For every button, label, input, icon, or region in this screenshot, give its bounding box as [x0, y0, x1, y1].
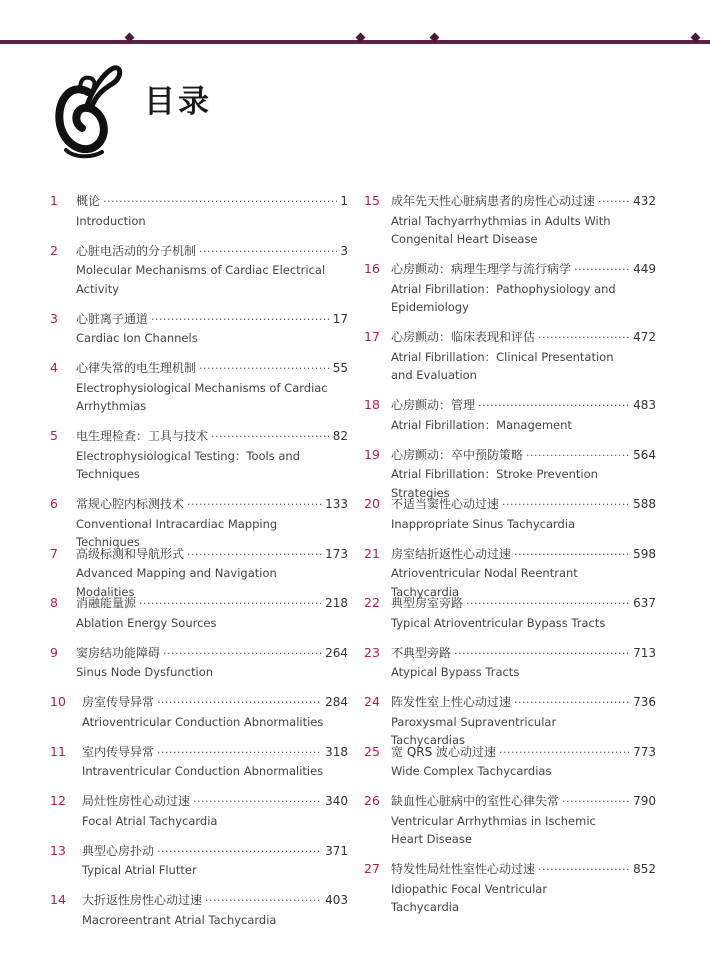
toc-leader-dots — [514, 546, 630, 565]
toc-leader-dots — [157, 694, 322, 713]
toc-entry-number: 26 — [364, 793, 380, 808]
toc-entry-title-en: Focal Atrial Tachycardia — [82, 813, 218, 828]
toc-leader-dots — [478, 397, 630, 416]
toc-entry-page: 1 — [340, 194, 348, 208]
toc-entry-title-zh: 常规心腔内标测技术 — [76, 497, 185, 511]
toc-leader-dots — [538, 861, 630, 880]
toc-entry-number: 15 — [364, 193, 380, 208]
toc-entry-number: 17 — [364, 329, 380, 344]
toc-entry[interactable] — [50, 743, 348, 781]
toc-entry-page: 318 — [325, 744, 348, 759]
toc-entry-page: 483 — [633, 398, 656, 412]
toc-entry-title-en: Intraventricular Conduction Abnormalities — [82, 764, 324, 778]
toc-entry-title-zh: 心脏电活动的分子机制 — [76, 243, 197, 258]
toc-entry-number: 21 — [364, 545, 380, 561]
toc-entry[interactable] — [364, 495, 656, 533]
toc-entry-page: 773 — [633, 744, 656, 759]
toc-leader-dots — [514, 694, 630, 713]
toc-entry-title-zh: 局灶性房性心动过速 — [82, 794, 191, 808]
toc-entry-page: 173 — [325, 546, 348, 561]
toc-leader-dots — [157, 843, 322, 862]
toc-entry-page: 403 — [325, 893, 348, 907]
toc-entry[interactable] — [50, 192, 348, 230]
toc-leader-dots — [502, 496, 630, 515]
toc-entry-title-en: Electrophysiological Testing：Tools and Techniques — [76, 448, 300, 481]
toc-entry-title-en: Advanced Mapping and Navigation Modalities — [76, 566, 277, 599]
toc-entry-title-en: Macroreentrant Atrial Tachycardia — [82, 912, 277, 927]
toc-entry-title-zh: 房室结折返性心动过速 — [391, 546, 512, 561]
toc-entry[interactable] — [364, 446, 656, 503]
toc-entry-title-zh: 消融能量源 — [76, 596, 137, 610]
toc-entry-page: 3 — [340, 243, 348, 258]
toc-entry[interactable] — [50, 693, 348, 731]
toc-entry-page: 449 — [633, 262, 656, 276]
toc-entry-title-zh: 心脏离子通道 — [76, 311, 149, 326]
toc-leader-dots — [199, 243, 337, 262]
toc-entry-title-en: Atrial Fibrillation：Clinical Presentation and Evaluation — [391, 349, 614, 382]
toc-entry-number: 16 — [364, 261, 380, 276]
toc-leader-dots — [574, 261, 630, 280]
toc-entry-title-en: Atrioventricular Conduction Abnormalities — [82, 714, 324, 729]
toc-entry-page: 472 — [633, 330, 656, 344]
toc-entry-title-en: Atrial Tachyarrhythmias in Adults With Congenital Heart Disease — [391, 213, 611, 246]
toc-entry-title-zh: 宽 QRS 波心动过速 — [391, 744, 497, 759]
toc-entry-number: 11 — [50, 743, 66, 759]
toc-entry-page: 82 — [332, 429, 348, 443]
toc-entry-title-zh: 不适当窦性心动过速 — [391, 497, 500, 511]
toc-entry-number: 25 — [364, 743, 380, 759]
toc-entry-title-en: Atypical Bypass Tracts — [391, 665, 520, 679]
toc-entry[interactable] — [50, 545, 348, 602]
toc-entry-title-zh: 心房颤动：临床表现和评估 — [391, 330, 536, 344]
toc-entry-number: 3 — [50, 310, 58, 326]
toc-entry[interactable] — [364, 396, 656, 434]
toc-leader-dots — [562, 793, 630, 812]
toc-entry-title-zh: 心房颤动：管理 — [391, 398, 476, 412]
toc-entry-title-en: Inappropriate Sinus Tachycardia — [391, 516, 576, 531]
toc-entry[interactable] — [364, 594, 656, 632]
toc-entry-number: 1 — [50, 193, 58, 208]
toc-entry-title-zh: 高级标测和导航形式 — [76, 546, 185, 561]
toc-entry-title-en: Idiopathic Focal Ventricular Tachycardia — [391, 881, 548, 914]
toc-leader-dots — [199, 360, 330, 379]
toc-entry-title-en: Typical Atrioventricular Bypass Tracts — [391, 615, 606, 630]
toc-entry-title-zh: 阵发性室上性心动过速 — [391, 695, 512, 709]
toc-leader-dots — [187, 496, 322, 515]
toc-leader-dots — [205, 892, 322, 911]
toc-entry-page: 218 — [325, 596, 348, 610]
toc-entry-number: 20 — [364, 496, 380, 511]
toc-entry-page: 790 — [633, 794, 656, 808]
toc-entry[interactable] — [364, 693, 656, 750]
toc-leader-dots — [187, 546, 322, 565]
calligraphic-emblem-icon — [52, 62, 124, 160]
toc-entry-title-zh: 室内传导异常 — [82, 744, 155, 759]
toc-entry-title-en: Atrial Fibrillation：Management — [391, 417, 572, 432]
toc-entry-number: 5 — [50, 428, 58, 443]
toc-entry-number: 18 — [364, 397, 380, 412]
toc-leader-dots — [538, 329, 630, 348]
toc-entry-number: 24 — [364, 694, 380, 709]
toc-entry-title-en: Introduction — [76, 213, 146, 228]
toc-entry-number: 19 — [364, 446, 380, 462]
toc-entry-page: 340 — [325, 794, 348, 808]
toc-entry-number: 22 — [364, 595, 380, 610]
toc-entry-page: 133 — [325, 497, 348, 511]
toc-entry-page: 598 — [633, 546, 656, 561]
toc-entry-page: 564 — [633, 447, 656, 462]
page-title: 目录 — [144, 84, 212, 120]
toc-entry[interactable] — [50, 842, 348, 880]
toc-entry[interactable] — [50, 427, 348, 484]
toc-entry-title-zh: 房室传导异常 — [82, 695, 155, 709]
toc-leader-dots — [466, 595, 630, 614]
toc-entry-page: 637 — [633, 596, 656, 610]
toc-entry-number: 23 — [364, 644, 380, 660]
toc-entry-title-en: Typical Atrial Flutter — [82, 863, 197, 877]
toc-entry-title-en: Cardiac Ion Channels — [76, 331, 198, 345]
toc-entry-title-en: Ventricular Arrhythmias in Ischemic Heart Disease — [391, 813, 596, 846]
toc-entry-number: 8 — [50, 595, 58, 610]
toc-entry[interactable] — [364, 192, 656, 249]
toc-entry[interactable] — [50, 891, 348, 929]
toc-entry-page: 264 — [325, 645, 348, 660]
toc-entry-page: 713 — [633, 645, 656, 660]
toc-entry-title-zh: 心房颤动：卒中预防策略 — [391, 447, 524, 462]
toc-entry-number: 2 — [50, 242, 58, 258]
toc-entry-title-zh: 典型房室旁路 — [391, 596, 464, 610]
toc-entry-title-en: Molecular Mechanisms of Cardiac Electrical Activity — [76, 263, 326, 296]
toc-entry[interactable] — [364, 644, 656, 682]
toc-entry-number: 14 — [50, 892, 66, 907]
toc-entry[interactable] — [50, 310, 348, 348]
toc-entry-title-zh: 特发性局灶性室性心动过速 — [391, 862, 536, 876]
toc-leader-dots — [499, 744, 630, 763]
toc-entry[interactable] — [364, 545, 656, 602]
toc-entry-title-en: Conventional Intracardiac Mapping Techniques — [76, 516, 278, 549]
toc-entry-title-en: Atrial Fibrillation：Stroke Prevention Strategies — [391, 467, 598, 500]
toc-entry-title-zh: 心律失常的电生理机制 — [76, 361, 197, 375]
toc-entry[interactable] — [50, 495, 348, 552]
toc-entry[interactable] — [50, 594, 348, 632]
toc-entry-title-en: Atrioventricular Nodal Reentrant Tachycardia — [391, 566, 578, 599]
toc-entry-number: 12 — [50, 793, 66, 808]
toc-entry-page: 17 — [332, 311, 348, 326]
toc-entry-title-en: Paroxysmal Supraventricular Tachycardias — [391, 714, 557, 747]
toc-entry[interactable] — [50, 242, 348, 299]
toc-entry-number: 7 — [50, 545, 58, 561]
toc-entry-page: 588 — [633, 497, 656, 511]
toc-entry[interactable] — [364, 860, 656, 917]
toc-entry-number: 9 — [50, 644, 58, 660]
toc-entry-title-zh: 大折返性房性心动过速 — [82, 893, 203, 907]
toc-entry[interactable] — [364, 328, 656, 385]
toc-entry-page: 852 — [633, 862, 656, 876]
toc-entry-page: 55 — [332, 361, 348, 375]
toc-leader-dots — [139, 595, 322, 614]
toc-entry[interactable] — [50, 359, 348, 416]
toc-entry[interactable] — [50, 644, 348, 682]
toc-entry[interactable] — [50, 792, 348, 830]
toc-leader-dots — [103, 193, 337, 212]
toc-entry[interactable] — [364, 792, 656, 849]
toc-entry[interactable] — [364, 743, 656, 781]
toc-leader-dots — [151, 311, 330, 330]
toc-entry-title-en: Electrophysiological Mechanisms of Cardiac Arrhythmias — [76, 380, 328, 413]
toc-entry-number: 27 — [364, 861, 380, 876]
toc-leader-dots — [163, 645, 322, 664]
toc-entry-title-zh: 电生理检查：工具与技术 — [76, 429, 209, 443]
toc-leader-dots — [526, 447, 630, 466]
toc-entry-title-en: Wide Complex Tachycardias — [391, 764, 552, 778]
toc-entry-number: 13 — [50, 842, 66, 858]
toc-entry-number: 4 — [50, 360, 58, 375]
toc-entry-page: 284 — [325, 695, 348, 709]
toc-entry-title-zh: 不典型旁路 — [391, 645, 452, 660]
toc-leader-dots — [454, 645, 630, 664]
header-rule — [0, 40, 710, 44]
toc-entry-page: 736 — [633, 695, 656, 709]
toc-entry-number: 10 — [50, 694, 66, 709]
toc-entry-title-en: Sinus Node Dysfunction — [76, 665, 214, 679]
toc-leader-dots — [598, 193, 630, 212]
toc-leader-dots — [193, 793, 322, 812]
toc-entry-title-zh: 心房颤动：病理生理学与流行病学 — [391, 262, 572, 276]
toc-leader-dots — [157, 744, 322, 763]
toc-entry-title-zh: 概论 — [76, 194, 101, 208]
toc-entry[interactable] — [364, 260, 656, 317]
toc-entry-title-zh: 成年先天性心脏病患者的房性心动过速 — [391, 194, 596, 208]
toc-entry-page: 371 — [325, 843, 348, 858]
toc-leader-dots — [211, 428, 330, 447]
toc-entry-title-en: Atrial Fibrillation：Pathophysiology and Epidemiology — [391, 281, 616, 314]
toc-entry-title-zh: 缺血性心脏病中的室性心律失常 — [391, 794, 560, 808]
toc-entry-title-en: Ablation Energy Sources — [76, 615, 217, 630]
toc-entry-page: 432 — [633, 194, 656, 208]
toc-entry-title-zh: 窦房结功能障碍 — [76, 645, 161, 660]
toc-entry-number: 6 — [50, 496, 58, 511]
toc-entry-title-zh: 典型心房扑动 — [82, 843, 155, 858]
